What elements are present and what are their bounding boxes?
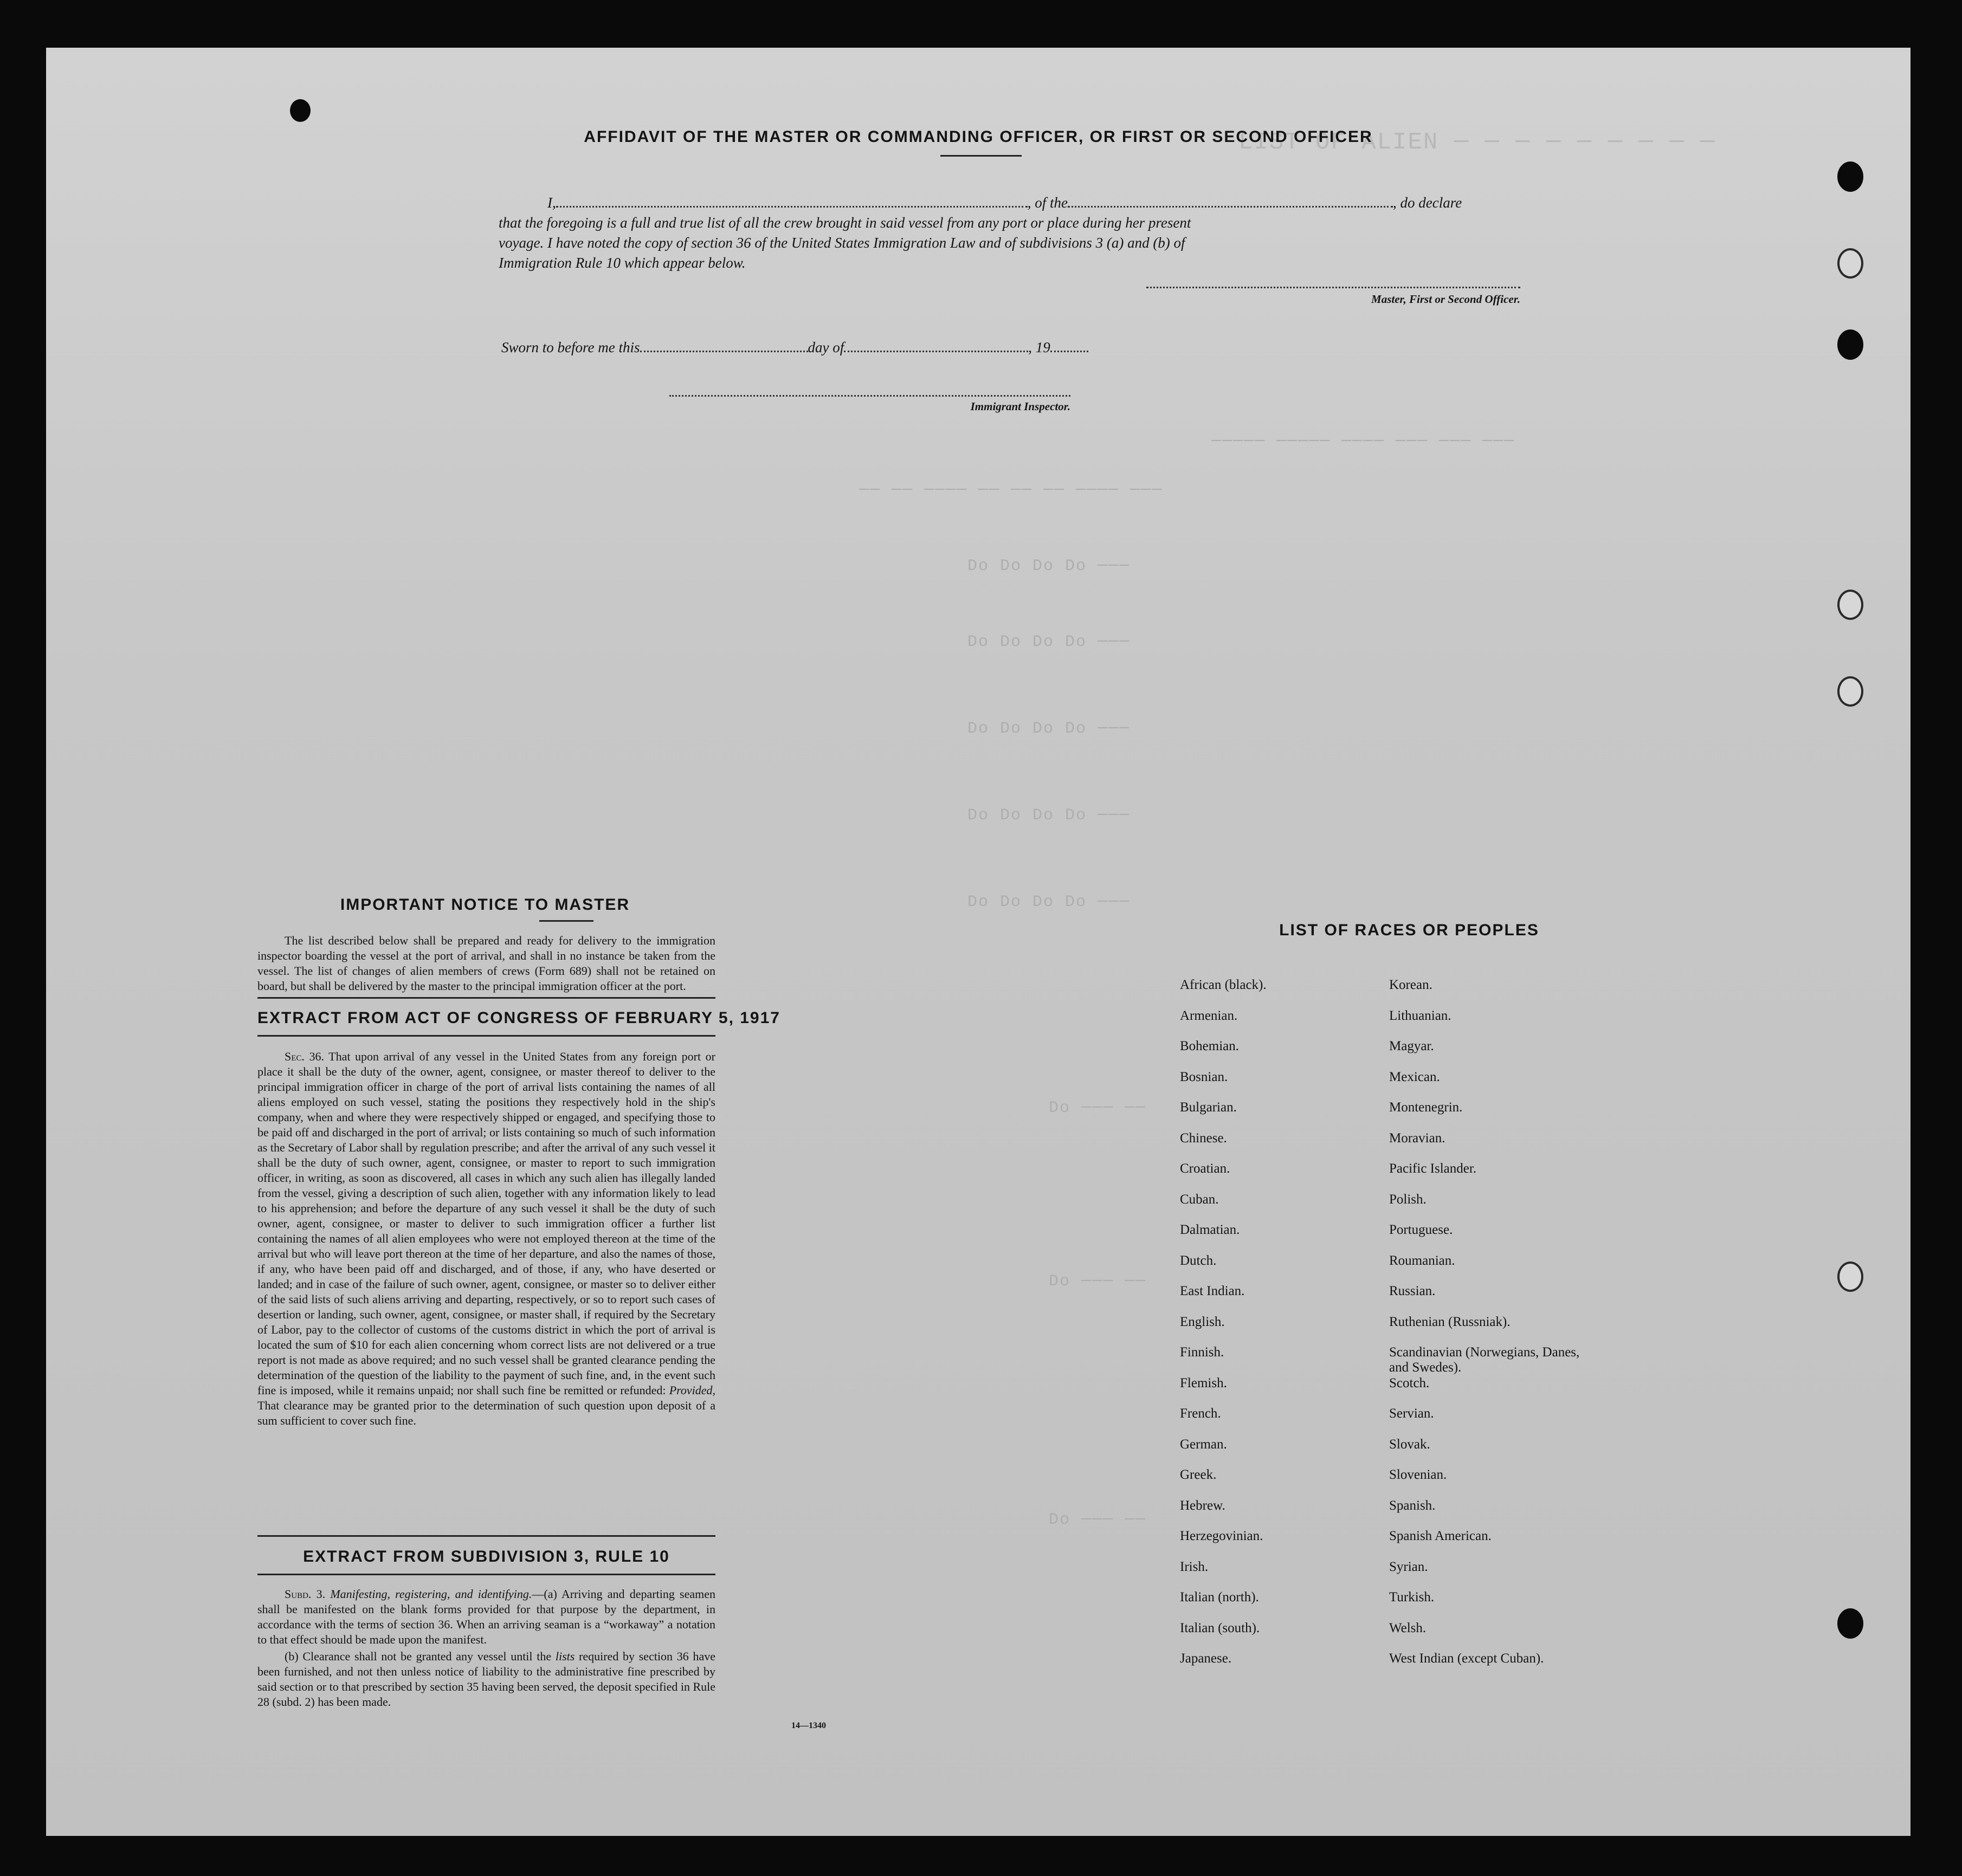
race-item: Irish. (1180, 1559, 1209, 1574)
declaration-line (499, 193, 1545, 213)
ghost-text: Do ─── ── (1049, 1099, 1147, 1117)
race-item: Hebrew. (1180, 1498, 1225, 1513)
rule-a-body: —(a) Arriving and departing seamen shall be manifested on the blank forms provided for that purpose by the department, in accordance with the terms of section 36. When an arriving seaman is a “workaway” a notation to that effect should be made upon the manifest. (257, 1587, 716, 1646)
section-36-text (257, 1049, 715, 1428)
ghost-text: ── ── ──── ── ── ── ──── ─── (859, 481, 1163, 500)
subdivision-label: Subd. 3. (285, 1587, 326, 1601)
races-right-column (1389, 970, 1638, 1674)
race-item: Scandinavian (Norwegians, Danes, and Swedes). (1389, 1345, 1580, 1375)
sworn-line (501, 339, 1088, 356)
race-item: Armenian. (1180, 1008, 1238, 1023)
punch-hole (1837, 329, 1863, 360)
race-item: Slovenian. (1389, 1467, 1447, 1482)
ghost-text: ───── ───── ──── ─── ─── ─── (1211, 432, 1515, 451)
race-item: Welsh. (1389, 1620, 1427, 1635)
section-label: Sec. 36. (285, 1050, 324, 1063)
ghost-text: Do Do Do Do ─── (967, 806, 1131, 825)
race-item: Croatian. (1180, 1161, 1230, 1176)
race-item: Italian (north). (1180, 1590, 1259, 1605)
rule-text-b (257, 1649, 715, 1710)
inspector-line (669, 394, 1070, 397)
race-item: Lithuanian. (1389, 1008, 1451, 1023)
race-item: Flemish. (1180, 1375, 1227, 1390)
vessel-field (1068, 205, 1393, 208)
signature-block (1146, 286, 1520, 306)
race-item: German. (1180, 1437, 1227, 1452)
sworn-month-field (844, 350, 1028, 352)
races-title: LIST OF RACES OR PEOPLES (1279, 921, 1539, 939)
race-item: Magyar. (1389, 1039, 1434, 1053)
race-item: Japanese. (1180, 1651, 1232, 1666)
race-item: Scotch. (1389, 1375, 1430, 1390)
race-item: Mexican. (1389, 1069, 1440, 1084)
race-item: Syrian. (1389, 1559, 1428, 1574)
race-item: Korean. (1389, 978, 1432, 992)
race-item: Slovak. (1389, 1437, 1430, 1452)
race-item: Bosnian. (1180, 1069, 1228, 1084)
race-item: Russian. (1389, 1284, 1436, 1298)
race-item: West Indian (except Cuban). (1389, 1651, 1544, 1666)
document-page (46, 48, 1911, 1836)
ghost-text: Do Do Do Do ─── (967, 720, 1131, 738)
subdivision-heading: Manifesting, registering, and identifying. (330, 1587, 532, 1601)
provided-text: That clearance may be granted prior to the determination of such question upon deposit of a sum sufficient to cover such fine. (257, 1399, 715, 1427)
race-item: Italian (south). (1180, 1620, 1260, 1635)
rule-b-body: required by section 36 have been furnished, and not then unless notice of liability to the administrative fine prescribed by said section or to that prescribed by section 35 having been served, the deposit specified in Rule 28 (subd. 2) has been made. (257, 1649, 716, 1709)
of-the-label: , of the (1027, 195, 1068, 211)
declare-label: , do declare (1393, 195, 1462, 211)
races-left-column (1180, 970, 1375, 1674)
day-of-label: day of (808, 339, 844, 355)
race-item: Roumanian. (1389, 1253, 1455, 1268)
race-item: Turkish. (1389, 1590, 1435, 1605)
race-item: Polish. (1389, 1192, 1427, 1207)
race-item: Finnish. (1180, 1345, 1224, 1360)
section-36-body: That upon arrival of any vessel in the United States from any foreign port or place it shall be the duty of the owner, agent, consignee, or master thereof to deliver to the principal immigration officer in charge of the port of arrival lists containing the names of all aliens employed on such vessel, stating the positions they respectively hold in the ship's company, when and where they were respectively shipped or engaged, and specifying those to be paid off and discharged in the port of arrival; or lists containing so much of such information as the Secretary of Labor shall by regulation prescribe; and after the arrival of any such vessel it shall be the duty of such owner, agent, consignee, or master to report to such immigration officer, in writing, as soon as discovered, all cases in which any such alien has illegally landed from the vessel, giving a description of such alien, together with any information likely to lead to his apprehension; and before the departure of any such vessel it shall be the duty of such owner, agent, consignee, or master to deliver to such immigration officer a further list containing the names of all alien employees who were not employed thereon at the time of the arrival but who will leave port thereon at the time of her departure, and also the names of those, if any, who have been paid off and discharged, and of those, if any, who have deserted or landed; and in case of the failure of such owner, agent, consignee, or master so to deliver either of the said lists of such aliens arriving and departing, respectively, or so to report such cases of desertion or landing, such owner, agent, consignee, or master shall, if required by the Secretary of Labor, pay to the collector of customs of the customs district in which the port of arrival is located the sum of $10 for each alien concerning whom correct lists are not delivered or a true report is not made as above required; and no such vessel shall be granted clearance pending the determination of the question of the liability to the payment of such fine, and, in the event such fine is imposed, while it remains unpaid; nor shall such fine be remitted or refunded: (257, 1050, 716, 1397)
notice-text: The list described below shall be prepared and ready for delivery to the immigration inspector boarding the vessel at the port of arrival, and shall in no instance be taken from the vessel. The list of changes of alien members of crews (Form 689) shall not be retained on board, but shall be delivered by the master to the principal immigration officer at the port. (257, 934, 715, 993)
rule-b-lead: (b) Clearance shall not be granted any vessel until the (285, 1649, 552, 1663)
title-rule (940, 155, 1022, 157)
act-extract-title: EXTRACT FROM ACT OF CONGRESS OF FEBRUARY 5, 1917 (257, 1009, 780, 1027)
title-rule (539, 920, 593, 922)
race-item: Greek. (1180, 1467, 1217, 1482)
affidavit-line: Immigration Rule 10 which appear below. (499, 255, 746, 271)
section-divider (257, 997, 715, 999)
race-item: Servian. (1389, 1406, 1434, 1421)
race-item: Bulgarian. (1180, 1100, 1237, 1115)
race-item: French. (1180, 1406, 1221, 1421)
provided-label: Provided, (669, 1383, 716, 1397)
race-item: Montenegrin. (1389, 1100, 1463, 1115)
race-item: African (black). (1180, 978, 1267, 992)
race-item: Portuguese. (1389, 1222, 1453, 1237)
ghost-text: Do Do Do Do ─── (967, 893, 1131, 911)
form-number: 14—1340 (791, 1721, 826, 1730)
name-field (556, 205, 1028, 208)
declarant-label: I, (547, 195, 556, 211)
inspector-caption: Immigrant Inspector. (970, 400, 1070, 413)
race-item: Chinese. (1180, 1130, 1227, 1146)
ghost-text: Do Do Do Do ─── (967, 633, 1131, 651)
punch-hole (290, 99, 311, 122)
punch-hole (1837, 248, 1863, 279)
race-item: English. (1180, 1314, 1225, 1329)
signature-line (1146, 286, 1520, 288)
race-item: Moravian. (1389, 1130, 1445, 1146)
section-divider (257, 1574, 715, 1575)
punch-hole (1837, 590, 1863, 620)
year-label: , 19 (1028, 339, 1050, 355)
race-item: East Indian. (1180, 1284, 1245, 1298)
punch-hole (1837, 161, 1863, 192)
rule-text-a (257, 1587, 715, 1647)
affidavit-line: voyage. I have noted the copy of section 36 of the United States Immigration Law and of subdivisions 3 (a) and (b) of (499, 235, 1185, 251)
notice-title: IMPORTANT NOTICE TO MASTER (340, 896, 630, 914)
ghost-text: Do ─── ── (1049, 1272, 1147, 1291)
inspector-block (669, 394, 1070, 413)
affidavit-line: that the foregoing is a full and true list of all the crew brought in said vessel from any port or place during her present (499, 215, 1191, 231)
race-item: Herzegovinian. (1180, 1529, 1263, 1543)
rule-b-lists: lists (555, 1649, 575, 1663)
signature-caption: Master, First or Second Officer. (1371, 293, 1520, 306)
race-item: Ruthenian (Russniak). (1389, 1314, 1511, 1329)
affidavit-title: AFFIDAVIT OF THE MASTER OR COMMANDING OFFICER, OR FIRST OR SECOND OFFICER (584, 128, 1373, 146)
race-item: Spanish. (1389, 1498, 1436, 1513)
race-item: Cuban. (1180, 1192, 1219, 1207)
sworn-day-field (640, 350, 808, 352)
ghost-text: LIST OF ALIEN ─ ─ ─ ─ ─ ─ ─ ─ ─ (1238, 129, 1716, 156)
punch-hole (1837, 676, 1863, 707)
punch-hole (1837, 1608, 1863, 1639)
affidavit-body (499, 193, 1545, 273)
section-divider (257, 1035, 715, 1037)
race-item: Bohemian. (1180, 1039, 1240, 1053)
section-divider (257, 1535, 715, 1537)
race-item: Spanish American. (1389, 1529, 1492, 1543)
sworn-year-field (1050, 350, 1088, 352)
sworn-label: Sworn to before me this (501, 339, 640, 355)
rule-extract-title: EXTRACT FROM SUBDIVISION 3, RULE 10 (303, 1548, 670, 1566)
race-item: Dalmatian. (1180, 1222, 1240, 1237)
ghost-text: Do Do Do Do ─── (967, 557, 1131, 575)
ghost-text: Do ─── ── (1049, 1511, 1147, 1529)
race-item: Dutch. (1180, 1253, 1217, 1268)
punch-hole (1837, 1262, 1863, 1292)
race-item: Pacific Islander. (1389, 1161, 1477, 1176)
